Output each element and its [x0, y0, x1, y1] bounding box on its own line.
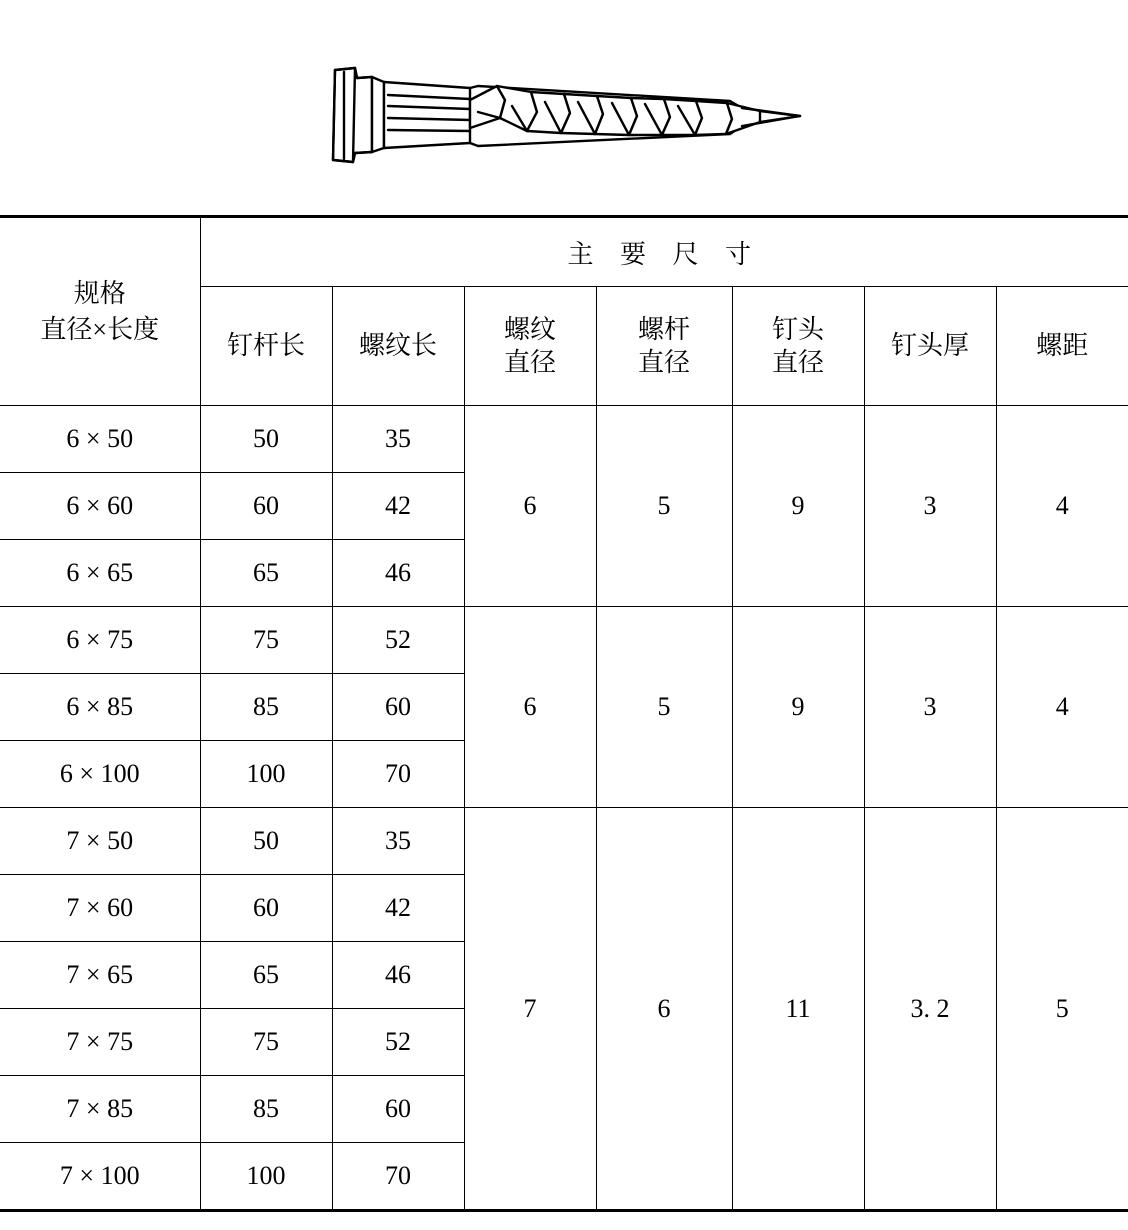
screw-figure [0, 0, 1128, 215]
cell-spec: 6 × 50 [0, 406, 200, 473]
wood-screw-icon [0, 0, 1128, 215]
cell-spec: 6 × 65 [0, 540, 200, 607]
cell-rod-length: 50 [200, 808, 332, 875]
header-shank-diameter-line2: 直径 [637, 348, 690, 377]
table-row [0, 406, 1128, 473]
cell-spec: 6 × 60 [0, 473, 200, 540]
cell-spec: 7 × 85 [0, 1076, 200, 1143]
header-spec [0, 217, 200, 406]
cell-pitch: 5 [996, 808, 1128, 1211]
cell-shank-diameter: 5 [596, 406, 732, 607]
header-head-diameter [732, 287, 864, 406]
cell-rod-length: 100 [200, 1143, 332, 1211]
cell-spec: 7 × 60 [0, 875, 200, 942]
cell-thread-length: 60 [332, 674, 464, 741]
header-shank-diameter-line1: 螺杆 [637, 314, 690, 344]
cell-thread-length: 42 [332, 875, 464, 942]
cell-rod-length: 50 [200, 406, 332, 473]
header-thread-diameter-line2: 直径 [503, 348, 556, 377]
cell-thread-length: 35 [332, 406, 464, 473]
cell-thread-length: 42 [332, 473, 464, 540]
cell-thread-length: 46 [332, 540, 464, 607]
cell-spec: 7 × 50 [0, 808, 200, 875]
cell-head-thickness: 3 [864, 607, 996, 808]
cell-thread-length: 52 [332, 607, 464, 674]
header-head-diameter-line2: 直径 [771, 348, 824, 377]
cell-thread-diameter: 7 [464, 808, 596, 1211]
table-row [0, 607, 1128, 674]
cell-rod-length: 75 [200, 1009, 332, 1076]
table-row [0, 808, 1128, 875]
cell-thread-length: 70 [332, 741, 464, 808]
cell-rod-length: 60 [200, 473, 332, 540]
cell-thread-length: 70 [332, 1143, 464, 1211]
cell-pitch: 4 [996, 406, 1128, 607]
header-thread-length: 螺纹长 [332, 287, 464, 406]
cell-rod-length: 85 [200, 674, 332, 741]
cell-spec: 6 × 75 [0, 607, 200, 674]
header-thread-diameter-line1: 螺纹 [503, 314, 556, 344]
cell-rod-length: 100 [200, 741, 332, 808]
header-shank-diameter [596, 287, 732, 406]
cell-rod-length: 65 [200, 540, 332, 607]
header-thread-diameter [464, 287, 596, 406]
cell-thread-length: 46 [332, 942, 464, 1009]
cell-spec: 7 × 65 [0, 942, 200, 1009]
cell-thread-diameter: 6 [464, 406, 596, 607]
header-spec-line2: 直径×长度 [40, 314, 160, 344]
cell-pitch: 4 [996, 607, 1128, 808]
cell-spec: 7 × 100 [0, 1143, 200, 1211]
table-header-row-1 [0, 217, 1128, 287]
cell-thread-length: 52 [332, 1009, 464, 1076]
header-pitch: 螺距 [996, 287, 1128, 406]
cell-thread-length: 35 [332, 808, 464, 875]
cell-head-diameter: 11 [732, 808, 864, 1211]
header-group-main-dimensions: 主 要 尺 寸 [200, 217, 1128, 287]
cell-head-thickness: 3. 2 [864, 808, 996, 1211]
cell-rod-length: 60 [200, 875, 332, 942]
cell-head-diameter: 9 [732, 607, 864, 808]
cell-spec: 6 × 85 [0, 674, 200, 741]
cell-thread-diameter: 6 [464, 607, 596, 808]
screw-dimensions-table [0, 215, 1128, 1212]
header-rod-length: 钉杆长 [200, 287, 332, 406]
cell-rod-length: 85 [200, 1076, 332, 1143]
header-head-thickness: 钉头厚 [864, 287, 996, 406]
cell-shank-diameter: 6 [596, 808, 732, 1211]
cell-rod-length: 65 [200, 942, 332, 1009]
header-head-diameter-line1: 钉头 [771, 314, 824, 344]
cell-shank-diameter: 5 [596, 607, 732, 808]
cell-spec: 7 × 75 [0, 1009, 200, 1076]
header-spec-line1: 规格 [73, 279, 126, 309]
cell-head-thickness: 3 [864, 406, 996, 607]
cell-head-diameter: 9 [732, 406, 864, 607]
cell-thread-length: 60 [332, 1076, 464, 1143]
cell-spec: 6 × 100 [0, 741, 200, 808]
cell-rod-length: 75 [200, 607, 332, 674]
